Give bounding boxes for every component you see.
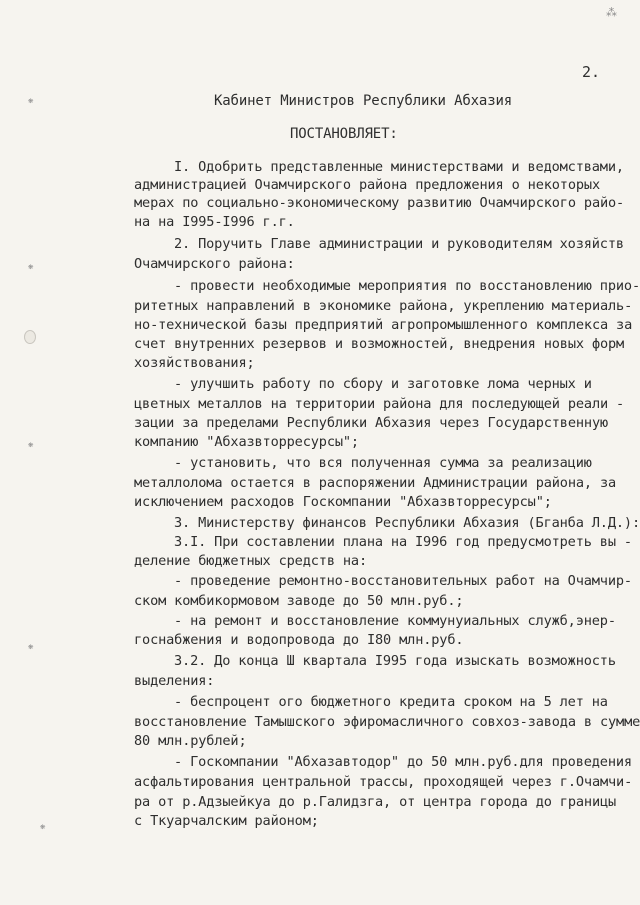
corner-smudge: ⁂ <box>606 6 617 19</box>
text-line: но-технической базы предприятий агропромышленного комплекса за <box>134 317 633 333</box>
punch-hole-mark: ❋ <box>40 822 46 832</box>
text-line: Очамчирского района: <box>134 256 295 272</box>
text-line: асфальтирования центральной трассы, проходящей через г.Очамчи- <box>134 774 633 790</box>
text-line: на на I995-I996 г.г. <box>134 214 295 230</box>
text-line: выделения: <box>134 673 215 689</box>
text-line: с Ткуарчалским районом; <box>134 813 319 829</box>
text-line: 3.I. При составлении плана на I996 год предусмотреть вы - <box>174 534 632 550</box>
text-line: госнабжения и водопровода до I80 млн.руб. <box>134 632 464 648</box>
resolution-title: ПОСТАНОВЛЯЕТ: <box>290 126 398 142</box>
text-line: - улучшить работу по сбору и заготовке лома черных и <box>174 376 592 392</box>
text-line: 3.2. До конца Ш квартала I995 года изыскать возможность <box>174 653 616 669</box>
text-line: ритетных направлений в экономике района, укреплению материаль- <box>134 298 633 314</box>
text-line: цветных металлов на территории района для последующей реали - <box>134 396 625 412</box>
text-line: хозяйствования; <box>134 355 255 371</box>
punch-hole-mark: ❋ <box>28 96 34 106</box>
punch-hole-mark: ❋ <box>28 642 34 652</box>
text-line: 2. Поручить Главе администрации и руководителям хозяйств <box>174 236 624 252</box>
text-line: счет внутренних резервов и возможностей, внедрения новых форм <box>134 336 625 352</box>
text-line: - провести необходимые мероприятия по восстановлению прио- <box>174 278 640 294</box>
text-line: 3. Министерству финансов Республики Абхазия (Бганба Л.Д.): <box>174 515 640 531</box>
text-line: - беспроцент ого бюджетного кредита сроком на 5 лет на <box>174 694 608 710</box>
text-line: металлолома остается в распоряжении Администрации района, за <box>134 475 617 491</box>
text-line: исключением расходов Госкомпании "Абхазвторресурсы"; <box>134 494 552 510</box>
text-line: - на ремонт и восстановление коммунуиальных служб,энер- <box>174 613 616 629</box>
text-line: - установить, что вся полученная сумма за реализацию <box>174 455 592 471</box>
text-line: I. Одобрить представленные министерствами и ведомствами, <box>174 159 624 175</box>
text-line: администрацией Очамчирского района предложения о некоторых <box>134 177 600 193</box>
punch-hole <box>24 330 36 344</box>
page-number: 2. <box>582 63 601 81</box>
text-line: ском комбикормовом заводе до 50 млн.руб.; <box>134 593 464 609</box>
punch-hole-mark: ❋ <box>28 440 34 450</box>
text-line: 80 млн.рублей; <box>134 733 247 749</box>
text-line: деление бюджетных средств на: <box>134 553 367 569</box>
text-line: восстановление Тамышского эфиромасличного совхоз-завода в сумме <box>134 714 640 730</box>
text-line: - Госкомпании "Абхазавтодор" до 50 млн.руб.для проведения <box>174 754 632 770</box>
text-line: мерах по социально-экономическому развитию Очамчирского райо- <box>134 195 625 211</box>
text-line: - проведение ремонтно-восстановительных работ на Очамчир- <box>174 573 632 589</box>
document-header: Кабинет Министров Республики Абхазия <box>214 93 513 109</box>
text-line: зации за пределами Республики Абхазия через Государственную <box>134 415 609 431</box>
text-line: ра от р.Адзыейкуа до р.Галидзга, от центра города до границы <box>134 794 617 810</box>
text-line: компанию "Абхазвторресурсы"; <box>134 434 359 450</box>
punch-hole-mark: ❋ <box>28 262 34 272</box>
